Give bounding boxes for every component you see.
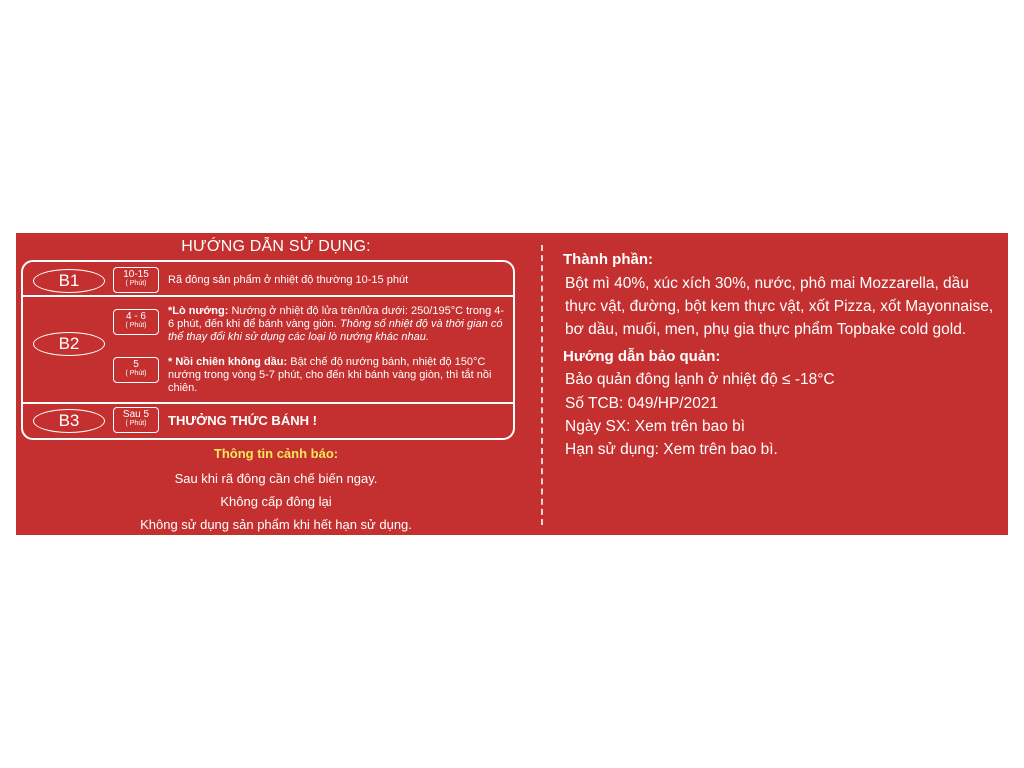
warning-title: Thông tin cảnh báo: <box>213 446 339 461</box>
step-b1-time-unit: ( Phút) <box>125 280 147 287</box>
ingredients-line: bơ dầu, muối, men, phụ gia thực phẩm Topbake cold gold. <box>565 321 967 338</box>
step-b2-oven-time <box>113 309 159 335</box>
step-b3-badge: B3 <box>33 409 105 433</box>
oven-note: Thông số nhiệt độ và thời gian có thể thay đổi khi sử dụng các loại lò nướng khác nhau. <box>168 318 503 343</box>
step-b2-oven-text <box>168 305 505 344</box>
warning-line: Không cấp đông lại <box>220 494 332 509</box>
storage-title: Hướng dẫn bảo quản: <box>563 348 721 365</box>
section-divider <box>541 245 543 525</box>
ingredients-line: thực vật, đường, bột kem thực vật, xốt Pizza, xốt Mayonnaise, <box>565 298 994 315</box>
manufacture-date: Ngày SX: Xem trên bao bì <box>565 418 746 435</box>
step-b2-badge: B2 <box>33 332 105 356</box>
warning-line: Sau khi rã đông cần chế biến ngay. <box>174 471 378 486</box>
step-b2-fryer-time <box>113 357 159 383</box>
registration-number: Số TCB: 049/HP/2021 <box>565 395 719 412</box>
step-b3-text: THƯỞNG THỨC BÁNH ! <box>168 413 317 428</box>
step-b2-fryer-time-value: 5 <box>133 359 139 370</box>
step-b1-time <box>113 267 159 293</box>
step-b1-badge: B1 <box>33 269 105 293</box>
storage-text: Bảo quản đông lạnh ở nhiệt độ ≤ -18°C <box>565 371 835 388</box>
step-divider <box>23 295 513 297</box>
fryer-instructions: Bật chế độ nướng bánh, nhiệt độ 150°C nướng trong vòng 5-7 phút, cho đến khi bánh vàng giòn, thì tắt nồi chiên. <box>168 356 492 394</box>
step-divider <box>23 402 513 404</box>
usage-section <box>16 233 536 535</box>
oven-heading: *Lò nướng: <box>168 305 229 317</box>
step-b2-oven-time-value: 4 - 6 <box>125 311 146 322</box>
step-b3-time-value: Sau 5 <box>122 409 150 420</box>
step-b2-fryer-time-unit: ( Phút) <box>125 370 147 377</box>
warning-line: Không sử dụng sản phẩm khi hết hạn sử dụng. <box>140 517 412 532</box>
ingredients-line: Bột mì 40%, xúc xích 30%, nước, phô mai Mozzarella, dầu <box>565 275 969 292</box>
step-b2-fryer-text <box>168 356 505 395</box>
fryer-heading: * Nồi chiên không dầu: <box>168 356 288 368</box>
step-b1-time-value: 10-15 <box>123 269 149 280</box>
usage-title: HƯỚNG DẪN SỬ DỤNG: <box>181 238 371 255</box>
expiry-date: Hạn sử dụng: Xem trên bao bì. <box>565 441 778 458</box>
steps-box <box>21 260 515 440</box>
product-label-panel <box>16 233 1008 535</box>
step-b2-oven-time-unit: ( Phút) <box>125 322 147 329</box>
step-b3-time-unit: ( Phút) <box>125 420 147 427</box>
oven-instructions: Nướng ở nhiệt độ lửa trên/lửa dưới: 250/195°C trong 4-6 phút, đến khi để bánh vàng giòn. <box>168 305 505 330</box>
step-b3-time <box>113 407 159 433</box>
step-b1-text: Rã đông sản phẩm ở nhiệt độ thường 10-15 phút <box>168 274 409 286</box>
ingredients-title: Thành phần: <box>563 251 653 268</box>
